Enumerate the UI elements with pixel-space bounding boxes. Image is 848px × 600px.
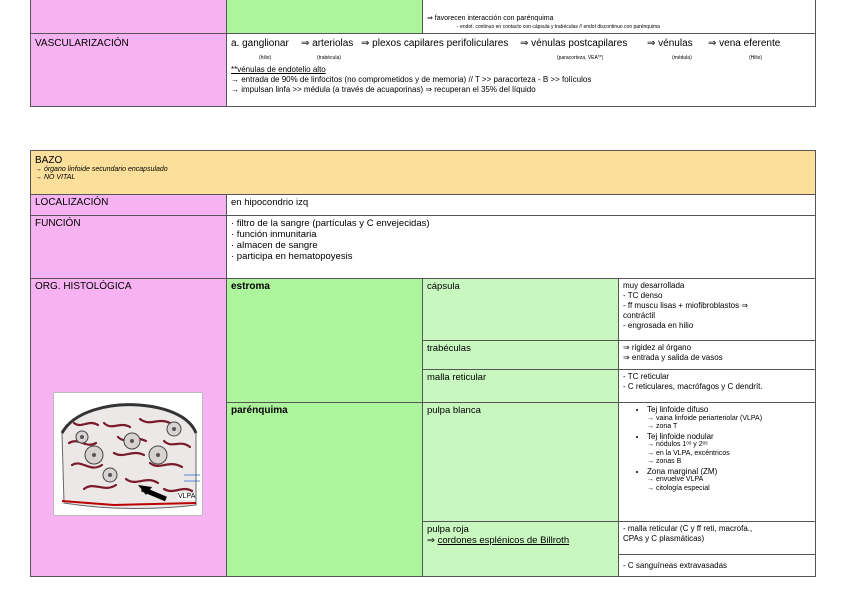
flow-sub: (paracorteza, VEA**): [557, 55, 604, 61]
pulpa-blanca-sub: → citología especial: [647, 484, 710, 492]
funcion-label: FUNCIÓN: [31, 216, 227, 279]
trabeculas-content: [619, 341, 816, 370]
capsula-label: cápsula: [423, 279, 619, 341]
flow-sub: (Hilio): [749, 55, 763, 61]
vasc-content: [227, 34, 816, 107]
malla-line: - TC reticular: [623, 372, 670, 381]
vasc-label: VASCULARIZACIÓN: [31, 34, 227, 107]
pulpa-blanca-sub: → nódulos 1ᵒˢ y 2ᵒˢ: [647, 441, 708, 448]
top-middle-cell: [227, 0, 423, 34]
bazo-title: BAZO: [35, 155, 63, 166]
venulas-note-1: → entrada de 90% de linfocitos (no comprometidos y de memoria) // T >> paracorteza - B >> folículos: [231, 75, 592, 84]
top-content-cell: [423, 0, 816, 34]
pulpa-roja-content: [619, 522, 816, 577]
implies-arrow: ⇒: [427, 535, 435, 546]
pulpa-roja-row-2: [619, 555, 815, 573]
trabeculas-line: ⇒ entrada y salida de vasos: [623, 353, 723, 362]
top-label-cell: [31, 0, 227, 34]
pulpa-blanca-item-title: Tej linfoide nodular: [647, 431, 714, 441]
estroma-label: estroma: [227, 279, 423, 403]
pulpa-roja-line: CPAs y C plasmáticas): [623, 534, 705, 543]
funcion-item: · función inmunitaria: [231, 229, 317, 240]
trabeculas-label: trabéculas: [423, 341, 619, 370]
pulpa-blanca-item: [647, 467, 811, 494]
flow-sub: (médula): [672, 55, 692, 61]
flow-step: ⇒ arteriolas: [301, 38, 354, 49]
capsula-line: - ff muscu lisas + miofibroblastos ⇒: [623, 301, 749, 310]
pulpa-blanca-sub: → en la VLPA, excéntricos: [647, 449, 730, 457]
funcion-item: · almacen de sangre: [231, 240, 318, 251]
malla-line: - C reticulares, macrófagos y C dendrít.: [623, 382, 763, 391]
capsula-line: - TC denso: [623, 291, 663, 300]
pulpa-blanca-sub: → zona T: [647, 423, 678, 430]
spleen-histology-image: [53, 392, 203, 516]
pulpa-blanca-list: [629, 405, 811, 493]
pulpa-roja-row-1: [619, 522, 815, 555]
localizacion-value: en hipocondrio izq: [227, 195, 816, 216]
flow-sub: (trabécula): [317, 55, 341, 61]
vasc-flow-sub: [231, 53, 811, 61]
funcion-list: [227, 216, 816, 279]
venulas-note-2: → impulsan linfa >> médula (a través de acuaporinas) ⇒ recuperan el 35% del líquido: [231, 85, 536, 94]
malla-content: [619, 370, 816, 403]
flow-step: ⇒ vénulas: [647, 38, 693, 49]
cordones-billroth: cordones esplénicos de Billroth: [437, 535, 570, 546]
pulpa-roja-line: - C sanguíneas extravasadas: [623, 561, 728, 570]
flow-step: a. ganglionar: [231, 38, 289, 49]
venulas-note-title: **vénulas de endotelio alto: [231, 65, 326, 74]
flow-step: ⇒ vénulas postcapilares: [520, 38, 628, 49]
pulpa-blanca-sub: → envuelve VLPA: [647, 476, 704, 483]
endotelio-line: - endot. continuo en contacto con cápsula y trabéculas // endot discontinuo con parénquima: [457, 24, 660, 30]
pulpa-blanca-item-title: Zona marginal (ZM): [647, 466, 718, 476]
capsula-line: - engrosada en hilio: [623, 321, 694, 330]
org-histologica-label: ORG. HISTOLÓGICA: [31, 279, 227, 577]
flow-sub: (hilio): [259, 55, 272, 61]
flow-step: ⇒ vena eferente: [708, 38, 781, 49]
parenquima-label: parénquima: [227, 403, 423, 577]
funcion-item: · filtro de la sangre (partículas y C envejecidas): [231, 218, 430, 229]
pulpa-roja-sub-line: [427, 535, 614, 546]
pulpa-blanca-sub: → zonas B: [647, 458, 682, 465]
pulpa-blanca-label: pulpa blanca: [423, 403, 619, 522]
pulpa-blanca-sub: → vaina linfoide periarteriolar (VLPA): [647, 414, 763, 422]
bazo-sub-2: → NO VITAL: [35, 174, 76, 181]
pulpa-blanca-content: [619, 403, 816, 522]
localizacion-label: LOCALIZACIÓN: [31, 195, 227, 216]
capsula-content: [619, 279, 816, 341]
bazo-header: [31, 151, 816, 195]
capsula-line: contráctil: [623, 311, 656, 320]
pulpa-blanca-item-title: Tej linfoide difuso: [647, 405, 709, 414]
pulpa-roja-label: pulpa roja: [427, 524, 469, 535]
trabeculas-line: ⇒ rigidez al órgano: [623, 343, 692, 352]
funcion-item: · participa en hematopoyesis: [231, 251, 353, 262]
malla-label: malla reticular: [423, 370, 619, 403]
pulpa-blanca-item: [647, 405, 811, 432]
vlpa-label: VLPA: [178, 493, 196, 500]
favorecen-line: ⇒ favorecen interacción con parénquima: [427, 15, 554, 22]
bazo-sub-1: → órgano linfoide secundario encapsulado: [35, 166, 168, 173]
capsula-line: muy desarrollada: [623, 281, 685, 290]
pulpa-blanca-item: [647, 432, 811, 467]
ganglio-table: [30, 0, 816, 107]
pulpa-roja-label-cell: [423, 522, 619, 577]
vasc-flow: [231, 38, 811, 53]
pulpa-roja-line: - malla reticular (C y ff reti, macrofa.,: [623, 524, 753, 533]
flow-step: ⇒ plexos capilares perifoliculares: [361, 38, 509, 49]
